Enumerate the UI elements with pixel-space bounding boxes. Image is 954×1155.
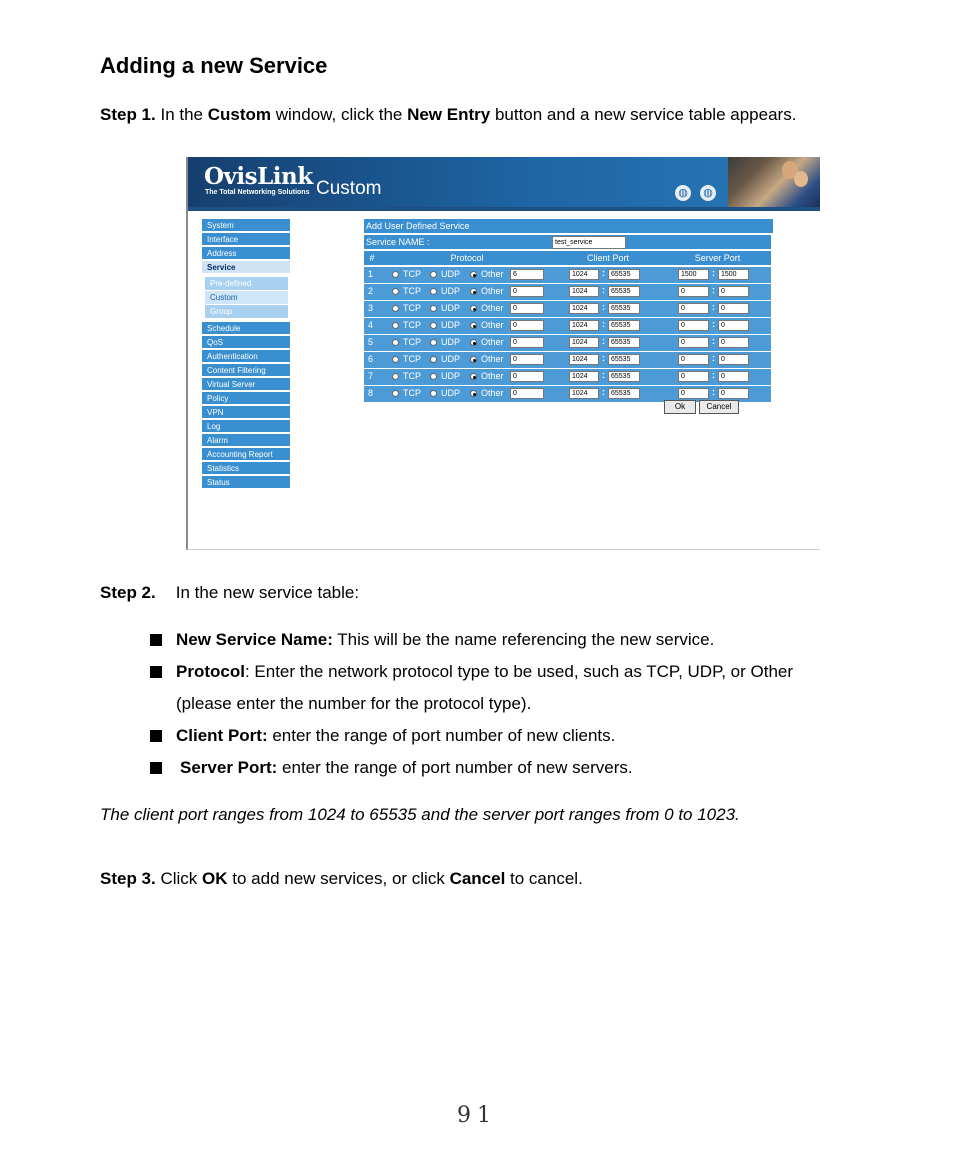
step3-label: Step 3. — [100, 869, 156, 888]
protocol-label: Other — [481, 320, 504, 330]
client-port-end[interactable]: 65535 — [608, 269, 640, 280]
protocol-label: Other — [481, 303, 504, 313]
protocol-radio[interactable] — [470, 339, 477, 346]
protocol-label: UDP — [441, 303, 461, 313]
colon-separator: : — [602, 319, 605, 329]
colon-separator: : — [602, 268, 605, 278]
row-number: 2 — [368, 286, 374, 296]
other-protocol-input[interactable]: 0 — [510, 388, 544, 399]
table-row — [364, 352, 771, 368]
colon-separator: : — [602, 370, 605, 380]
step1-text-b: window, click the — [271, 105, 408, 124]
protocol-radio[interactable] — [470, 390, 477, 397]
colon-separator: : — [712, 387, 715, 397]
step3-ok: OK — [202, 869, 228, 888]
row-number: 6 — [368, 354, 374, 364]
menu-item[interactable]: Status — [202, 476, 290, 489]
ok-button[interactable]: Ok — [664, 400, 696, 414]
protocol-radio[interactable] — [430, 339, 437, 346]
other-protocol-input[interactable]: 6 — [510, 269, 544, 280]
bullet-text: enter the range of port number of new clients. — [267, 726, 616, 745]
server-port-start[interactable]: 1500 — [678, 269, 709, 280]
menu-item[interactable]: Address — [202, 247, 290, 260]
protocol-radio[interactable] — [430, 271, 437, 278]
people-photo — [728, 157, 820, 207]
protocol-radio[interactable] — [470, 271, 477, 278]
table-title: Add User Defined Service — [364, 219, 773, 233]
other-protocol-input[interactable]: 0 — [510, 354, 544, 365]
page-number: 91 — [457, 1103, 497, 1128]
menu-item[interactable]: Authentication — [202, 350, 290, 363]
table-row — [364, 267, 771, 283]
step1-custom: Custom — [207, 105, 272, 124]
table-row — [364, 301, 771, 317]
client-port-end[interactable]: 65535 — [608, 320, 640, 331]
menu-item[interactable]: Log — [202, 420, 290, 433]
protocol-radio[interactable] — [470, 373, 477, 380]
client-port-start[interactable]: 1024 — [569, 320, 599, 331]
protocol-label: UDP — [441, 354, 461, 364]
menu-item[interactable]: Schedule — [202, 322, 290, 335]
bullet-text: enter the range of port number of new servers. — [277, 758, 633, 777]
row-number: 4 — [368, 320, 374, 330]
protocol-label: UDP — [441, 337, 461, 347]
bullet-text: : Enter the network protocol type to be used, such as TCP, UDP, or Other — [244, 662, 794, 681]
globe-icon: ◍ — [675, 185, 691, 201]
step2-label: Step 2. — [100, 583, 156, 602]
colon-separator: : — [712, 336, 715, 346]
server-port-start[interactable]: 0 — [678, 337, 709, 348]
protocol-radio[interactable] — [470, 288, 477, 295]
bullet-item — [176, 662, 793, 682]
protocol-label: UDP — [441, 371, 461, 381]
server-port-end[interactable]: 0 — [718, 286, 749, 297]
submenu-item[interactable]: Custom — [205, 291, 288, 304]
protocol-radio[interactable] — [430, 305, 437, 312]
protocol-radio[interactable] — [470, 305, 477, 312]
menu-item[interactable]: Policy — [202, 392, 290, 405]
table-row — [364, 318, 771, 334]
column-header-row — [364, 251, 771, 265]
client-port-end[interactable]: 65535 — [608, 354, 640, 365]
step3-text-b: to add new services, or click — [227, 869, 450, 888]
client-port-start[interactable]: 1024 — [569, 303, 599, 314]
col-header-server-port: Server Port — [694, 253, 741, 263]
server-port-start[interactable]: 0 — [678, 354, 709, 365]
server-port-start[interactable]: 0 — [678, 303, 709, 314]
embedded-screenshot — [186, 157, 820, 550]
server-port-end[interactable]: 0 — [718, 371, 749, 382]
protocol-radio[interactable] — [430, 373, 437, 380]
protocol-label: Other — [481, 354, 504, 364]
menu-item[interactable]: Accounting Report — [202, 448, 290, 461]
other-protocol-input[interactable]: 0 — [510, 286, 544, 297]
bullet-item — [176, 726, 615, 746]
protocol-label: TCP — [403, 388, 421, 398]
other-protocol-input[interactable]: 0 — [510, 303, 544, 314]
step3-text-a: Click — [155, 869, 203, 888]
col-header-client-port: Client Port — [586, 253, 630, 263]
server-port-end[interactable]: 1500 — [718, 269, 749, 280]
row-number: 7 — [368, 371, 374, 381]
client-port-start[interactable]: 1024 — [569, 269, 599, 280]
person-face-2 — [794, 171, 808, 187]
protocol-label: TCP — [403, 286, 421, 296]
protocol-label: Other — [481, 337, 504, 347]
submenu-item[interactable]: Pre-defined — [205, 277, 288, 290]
protocol-label: Other — [481, 371, 504, 381]
menu-item[interactable]: Virtual Server — [202, 378, 290, 391]
client-port-start[interactable]: 1024 — [569, 286, 599, 297]
protocol-radio[interactable] — [392, 271, 399, 278]
menu-item[interactable]: Statistics — [202, 462, 290, 475]
server-port-start[interactable]: 0 — [678, 388, 709, 399]
globe-icon-2: ◍ — [700, 185, 716, 201]
protocol-label: UDP — [441, 269, 461, 279]
menu-item[interactable]: QoS — [202, 336, 290, 349]
colon-separator: : — [602, 285, 605, 295]
colon-separator: : — [712, 302, 715, 312]
colon-separator: : — [712, 319, 715, 329]
service-name-row — [364, 235, 771, 249]
table-row — [364, 284, 771, 300]
colon-separator: : — [602, 353, 605, 363]
protocol-radio[interactable] — [392, 356, 399, 363]
bullet-square — [150, 730, 162, 742]
protocol-radio[interactable] — [392, 305, 399, 312]
step1-text-c: button and a new service table appears. — [490, 105, 797, 124]
bullet-square — [150, 666, 162, 678]
protocol-radio[interactable] — [392, 339, 399, 346]
protocol-label: TCP — [403, 303, 421, 313]
server-port-end[interactable]: 0 — [718, 320, 749, 331]
client-port-start[interactable]: 1024 — [569, 371, 599, 382]
service-name-input[interactable]: test_service — [552, 236, 626, 249]
bullet-square — [150, 634, 162, 646]
step3-text-c: to cancel. — [505, 869, 583, 888]
protocol-label: Other — [481, 269, 504, 279]
client-port-end[interactable]: 65535 — [608, 286, 640, 297]
step1-paragraph — [100, 105, 796, 125]
protocol-label: TCP — [403, 269, 421, 279]
row-number: 1 — [368, 269, 374, 279]
step2-text: In the new service table: — [175, 583, 360, 602]
step2-paragraph — [100, 583, 359, 603]
protocol-radio[interactable] — [430, 322, 437, 329]
colon-separator: : — [712, 268, 715, 278]
menu-item[interactable]: System — [202, 219, 290, 232]
colon-separator: : — [602, 387, 605, 397]
logo-tagline: The Total Networking Solutions — [205, 189, 310, 196]
colon-separator: : — [602, 302, 605, 312]
bullet-square — [150, 762, 162, 774]
window-title: Custom — [316, 178, 382, 199]
colon-separator: : — [712, 370, 715, 380]
bullet-item — [176, 630, 714, 650]
step1-label: Step 1. — [100, 105, 156, 124]
protocol-radio[interactable] — [430, 288, 437, 295]
row-number: 5 — [368, 337, 374, 347]
client-port-start[interactable]: 1024 — [569, 388, 599, 399]
cancel-button[interactable]: Cancel — [699, 400, 739, 414]
protocol-label: UDP — [441, 320, 461, 330]
protocol-label: Other — [481, 388, 504, 398]
other-protocol-input[interactable]: 0 — [510, 371, 544, 382]
banner-rule — [188, 207, 820, 211]
protocol-label: TCP — [403, 320, 421, 330]
client-port-end[interactable]: 65535 — [608, 337, 640, 348]
other-protocol-input[interactable]: 0 — [510, 320, 544, 331]
server-port-start[interactable]: 0 — [678, 320, 709, 331]
other-protocol-input[interactable]: 0 — [510, 337, 544, 348]
table-row — [364, 335, 771, 351]
protocol-radio[interactable] — [392, 390, 399, 397]
col-header-num: # — [369, 253, 375, 263]
server-port-end[interactable]: 0 — [718, 354, 749, 365]
protocol-radio[interactable] — [430, 390, 437, 397]
colon-separator: : — [712, 353, 715, 363]
protocol-label: UDP — [441, 388, 461, 398]
menu-item[interactable]: Service — [202, 261, 290, 274]
col-header-protocol: Protocol — [450, 253, 484, 263]
section-heading: Adding a new Service — [100, 53, 328, 78]
menu-item[interactable]: VPN — [202, 406, 290, 419]
step1-new-entry: New Entry — [407, 105, 491, 124]
protocol-label: TCP — [403, 371, 421, 381]
service-name-label: Service NAME : — [366, 237, 430, 247]
protocol-label: UDP — [441, 286, 461, 296]
protocol-radio[interactable] — [470, 322, 477, 329]
protocol-radio[interactable] — [392, 288, 399, 295]
bullet-bold: Protocol — [176, 662, 245, 681]
bullet-text: This will be the name referencing the new service. — [332, 630, 715, 649]
step1-text-a: In the — [155, 105, 208, 124]
client-port-end[interactable]: 65535 — [608, 371, 640, 382]
bullet-bold: Server Port: — [180, 758, 278, 777]
client-port-start[interactable]: 1024 — [569, 337, 599, 348]
server-port-start[interactable]: 0 — [678, 371, 709, 382]
bullet-bold: New Service Name: — [176, 630, 333, 649]
protocol-radio[interactable] — [430, 356, 437, 363]
protocol-label: TCP — [403, 354, 421, 364]
bullet-continuation: (please enter the number for the protocol type). — [176, 694, 532, 713]
protocol-label: Other — [481, 286, 504, 296]
protocol-radio[interactable] — [392, 373, 399, 380]
menu-item[interactable]: Content Filtering — [202, 364, 290, 377]
menu-item[interactable]: Interface — [202, 233, 290, 246]
bullet-bold: Client Port: — [176, 726, 268, 745]
client-port-start[interactable]: 1024 — [569, 354, 599, 365]
server-port-start[interactable]: 0 — [678, 286, 709, 297]
table-row — [364, 369, 771, 385]
row-number: 8 — [368, 388, 374, 398]
server-port-end[interactable]: 0 — [718, 388, 749, 399]
menu-item[interactable]: Alarm — [202, 434, 290, 447]
step3-paragraph — [100, 869, 583, 889]
submenu-item[interactable]: Group — [205, 305, 288, 318]
server-port-end[interactable]: 0 — [718, 303, 749, 314]
protocol-radio[interactable] — [470, 356, 477, 363]
ovislink-logo: OvisLink — [204, 163, 313, 190]
port-range-note: The client port ranges from 1024 to 65535 and the server port ranges from 0 to 1023. — [100, 805, 740, 824]
step3-cancel: Cancel — [449, 869, 506, 888]
colon-separator: : — [712, 285, 715, 295]
client-port-end[interactable]: 65535 — [608, 388, 640, 399]
server-port-end[interactable]: 0 — [718, 337, 749, 348]
client-port-end[interactable]: 65535 — [608, 303, 640, 314]
protocol-label: TCP — [403, 337, 421, 347]
colon-separator: : — [602, 336, 605, 346]
protocol-radio[interactable] — [392, 322, 399, 329]
bullet-item — [180, 758, 633, 778]
row-number: 3 — [368, 303, 374, 313]
